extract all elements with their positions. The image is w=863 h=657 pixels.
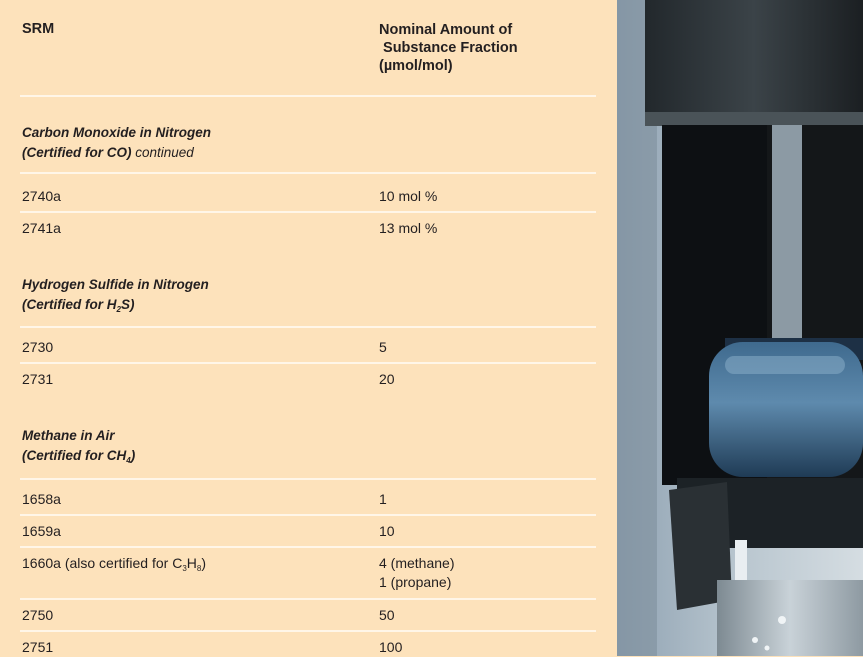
table-cell-srm: 1658a [22, 491, 61, 507]
row-divider [20, 546, 596, 548]
section-title-methane: Methane in Air (Certified for $CH_4$) [22, 428, 136, 465]
table-cell-amount: 4 (methane) 1 (propane) [379, 555, 455, 590]
table-cell-srm: 1659a [22, 523, 61, 539]
table-cell-srm: 1660a (also certified for $C_3H_8$) [22, 555, 207, 573]
table-cell-amount: 5 [379, 339, 387, 355]
row-divider [20, 362, 596, 364]
table-cell-srm: 2751 [22, 639, 54, 655]
table-cell-amount: 100 [379, 639, 403, 655]
table-cell-srm: 2731 [22, 371, 54, 387]
table-cell-amount: 1 [379, 491, 387, 507]
row-divider [20, 326, 596, 328]
row-divider [20, 211, 596, 213]
row-divider [20, 172, 596, 174]
table-cell-amount: 10 [379, 523, 395, 539]
header-divider [20, 95, 596, 97]
table-cell-srm: 2750 [22, 607, 54, 623]
row-divider [20, 630, 596, 632]
table-cell-amount: 10 mol % [379, 188, 438, 204]
header-srm: SRM [22, 21, 55, 37]
gas-cylinder-valve-photo [617, 0, 863, 656]
section-title-carbon-monoxide: Carbon Monoxide in Nitrogen (Certified for CO) continued [22, 125, 211, 160]
table-cell-srm: 2741a [22, 220, 61, 236]
table-cell-srm: 2740a [22, 188, 61, 204]
row-divider [20, 514, 596, 516]
table-cell-amount: 50 [379, 607, 395, 623]
table-cell-amount: 20 [379, 371, 395, 387]
row-divider [20, 478, 596, 480]
section-title-hydrogen-sulfide: Hydrogen Sulfide in Nitrogen (Certified for $H_2S$) [22, 277, 209, 314]
header-nominal-amount: Nominal Amount of Substance Fraction (µmol/mol) [379, 22, 518, 74]
table-cell-srm: 2730 [22, 339, 54, 355]
table-cell-amount: 13 mol % [379, 220, 438, 236]
row-divider [20, 598, 596, 600]
